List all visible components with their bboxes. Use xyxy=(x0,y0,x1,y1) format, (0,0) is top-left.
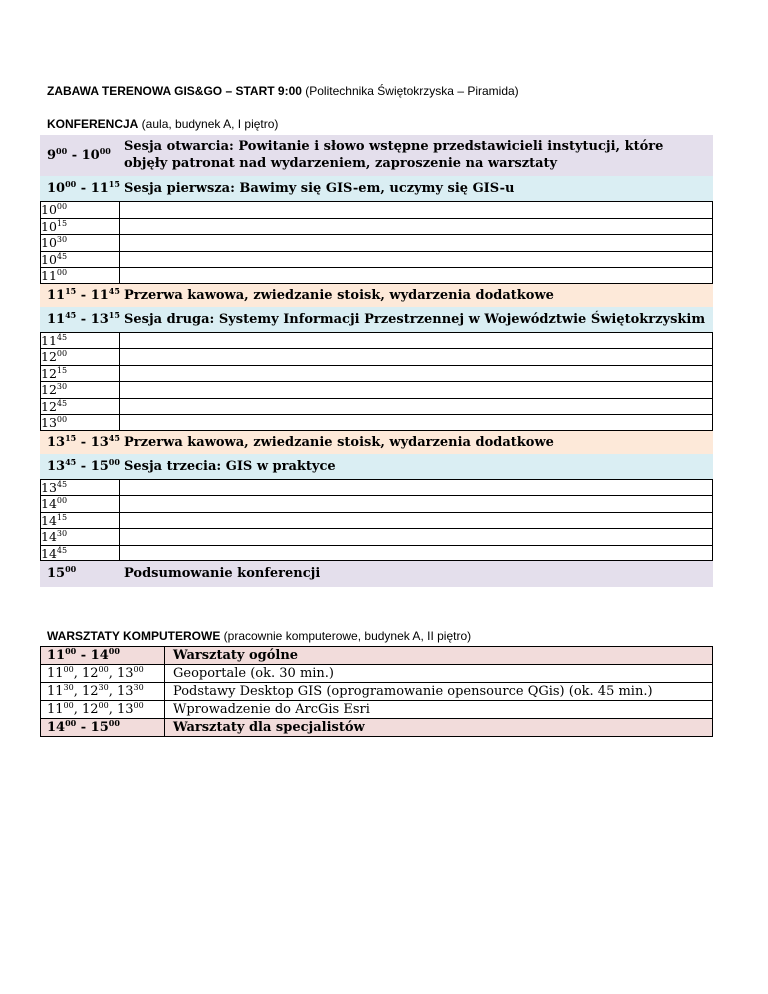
time-slot-empty-cell xyxy=(120,415,713,430)
workshop-title: Warsztaty ogólne xyxy=(173,648,299,663)
event-location: (Politechnika Świętokrzyska – Piramida) xyxy=(301,84,519,98)
workshop-row xyxy=(41,682,712,700)
summary-time: $15^{00}$ xyxy=(47,564,77,581)
time-slot-empty-cell xyxy=(120,252,713,268)
time-slot-label: $14^{15}$ xyxy=(40,513,120,529)
time-slot-row xyxy=(40,398,713,415)
time-slot-row xyxy=(40,218,713,235)
time-slot-empty-cell xyxy=(120,399,713,415)
time-slot-row xyxy=(40,479,713,496)
session2-title: Sesja druga: Systemy Informacji Przestrzennej w Województwie Świętokrzyskim xyxy=(124,311,706,327)
workshop-row xyxy=(41,664,712,682)
break1-time: $11^{15} - 11^{45}$ xyxy=(47,285,120,303)
time-slot-row xyxy=(40,234,713,251)
time-slot-row xyxy=(40,381,713,398)
time-slot-empty-cell xyxy=(120,496,713,512)
time-slot-label: $12^{00}$ xyxy=(40,349,120,365)
time-slot-label: $13^{45}$ xyxy=(40,480,120,496)
session1-time: $10^{00} - 11^{15}$ xyxy=(47,179,120,196)
session3-row xyxy=(40,454,713,479)
session3-time: $13^{45} - 15^{00}$ xyxy=(47,456,120,474)
session1-slots xyxy=(40,201,713,284)
time-slot-label: $12^{15}$ xyxy=(40,366,120,382)
workshops-heading xyxy=(47,629,471,643)
session1-title: Sesja pierwsza: Bawimy się GIS-em, uczymy się GIS-u xyxy=(124,181,515,196)
conference-heading xyxy=(47,117,278,131)
workshop-title: Warsztaty dla specjalistów xyxy=(173,720,365,735)
time-slot-label: $10^{45}$ xyxy=(40,252,120,268)
time-slot-row xyxy=(40,365,713,382)
time-slot-empty-cell xyxy=(120,349,713,365)
time-slot-label: $14^{30}$ xyxy=(40,529,120,545)
time-slot-row xyxy=(40,528,713,545)
time-slot-label: $11^{45}$ xyxy=(40,333,120,349)
workshop-time: $11^{30}$, $12^{30}$, $13^{30}$ xyxy=(41,683,165,700)
break2-time: $13^{15} - 13^{45}$ xyxy=(47,432,120,450)
session2-time: $11^{45} - 13^{15}$ xyxy=(47,309,120,327)
break2-text: Przerwa kawowa, zwiedzanie stoisk, wydarzenia dodatkowe xyxy=(124,434,554,450)
time-slot-row xyxy=(40,495,713,512)
time-slot-row xyxy=(40,267,713,284)
time-slot-empty-cell xyxy=(120,382,713,398)
opening-text: Sesja otwarcia: Powitanie i słowo wstępne przedstawicieli instytucji, które objęły patronat nad wydarzeniem, zaproszenie na warsztaty xyxy=(124,139,664,171)
break1-text: Przerwa kawowa, zwiedzanie stoisk, wydarzenia dodatkowe xyxy=(124,287,554,303)
session3-title: Sesja trzecia: GIS w praktyce xyxy=(124,458,336,474)
workshop-time: $11^{00} - 14^{00}$ xyxy=(41,647,165,664)
time-slot-row xyxy=(40,332,713,349)
time-slot-empty-cell xyxy=(120,333,713,349)
workshop-title: Wprowadzenie do ArcGis Esri xyxy=(173,702,370,717)
time-slot-empty-cell xyxy=(120,546,713,561)
time-slot-label: $10^{00}$ xyxy=(40,202,120,218)
session3-slots xyxy=(40,479,713,562)
workshop-row xyxy=(41,700,712,718)
time-slot-row xyxy=(40,348,713,365)
time-slot-label: $12^{30}$ xyxy=(40,382,120,398)
summary-row xyxy=(40,561,713,587)
session1-row xyxy=(40,176,713,201)
time-slot-label: $14^{45}$ xyxy=(40,546,120,561)
workshop-time: $14^{00} - 15^{00}$ xyxy=(41,719,165,736)
time-slot-empty-cell xyxy=(120,480,713,496)
time-slot-empty-cell xyxy=(120,529,713,545)
session2-slots xyxy=(40,332,713,431)
time-slot-empty-cell xyxy=(120,513,713,529)
conference-location: (aula, budynek A, I piętro) xyxy=(138,117,279,131)
time-slot-row xyxy=(40,251,713,268)
time-slot-empty-cell xyxy=(120,219,713,235)
time-slot-label: $14^{00}$ xyxy=(40,496,120,512)
time-slot-label: $10^{15}$ xyxy=(40,219,120,235)
time-slot-empty-cell xyxy=(120,366,713,382)
workshop-title: Geoportale (ok. 30 min.) xyxy=(173,666,335,681)
break2-row xyxy=(40,431,713,454)
summary-text: Podsumowanie konferencji xyxy=(124,566,321,581)
time-slot-label: $11^{00}$ xyxy=(40,268,120,283)
time-slot-row xyxy=(40,545,713,562)
workshops-heading-bold: WARSZTATY KOMPUTEROWE xyxy=(47,629,221,643)
event-title xyxy=(47,84,519,98)
opening-row xyxy=(40,135,713,176)
workshop-title: Podstawy Desktop GIS (oprogramowanie opensource QGis) (ok. 45 min.) xyxy=(173,684,653,699)
workshops-table xyxy=(40,646,713,737)
opening-time: $9^{00} - 10^{00}$ xyxy=(47,146,111,163)
session2-row xyxy=(40,307,713,332)
time-slot-label: $12^{45}$ xyxy=(40,399,120,415)
conference-schedule xyxy=(40,135,713,587)
time-slot-label: $13^{00}$ xyxy=(40,415,120,430)
time-slot-label: $10^{30}$ xyxy=(40,235,120,251)
event-title-bold: ZABAWA TERENOWA GIS&GO – START 9:00 xyxy=(47,84,302,98)
time-slot-row xyxy=(40,512,713,529)
workshops-location: (pracownie komputerowe, budynek A, II piętro) xyxy=(220,629,472,643)
conference-heading-bold: KONFERENCJA xyxy=(47,117,139,131)
workshop-time: $11^{00}$, $12^{00}$, $13^{00}$ xyxy=(41,701,165,718)
time-slot-empty-cell xyxy=(120,202,713,218)
time-slot-row xyxy=(40,414,713,431)
workshop-row xyxy=(41,718,712,736)
time-slot-empty-cell xyxy=(120,268,713,283)
time-slot-empty-cell xyxy=(120,235,713,251)
break1-row xyxy=(40,284,713,307)
workshop-time: $11^{00}$, $12^{00}$, $13^{00}$ xyxy=(41,665,165,682)
time-slot-row xyxy=(40,201,713,218)
workshop-row xyxy=(41,647,712,664)
